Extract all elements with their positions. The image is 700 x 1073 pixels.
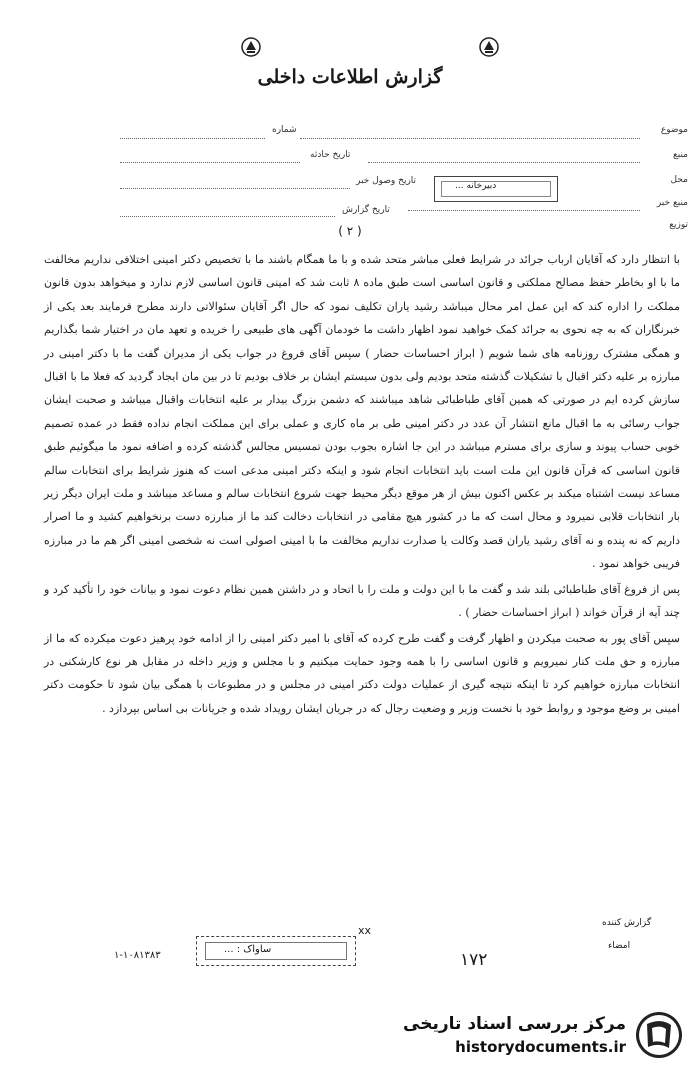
archive-number: ۱-۱۰۸۱۳۸۳ xyxy=(114,950,161,961)
signature-label: گزارش کننده xyxy=(602,918,652,928)
bottom-stamp xyxy=(196,936,356,966)
archive-logo-icon xyxy=(634,1010,684,1060)
field-line xyxy=(300,138,640,139)
margin-mark: xx xyxy=(358,924,372,937)
page-marker: ( ۲ ) xyxy=(338,224,362,238)
bottom-stamp-text: ساواک : ... xyxy=(224,944,272,955)
emblem-icon xyxy=(240,36,262,58)
field-line xyxy=(368,162,640,163)
field-line xyxy=(120,188,350,189)
field-report-date: تاریخ گزارش xyxy=(342,205,390,215)
field-line xyxy=(408,210,640,211)
field-receive-date: تاریخ وصول خبر xyxy=(356,176,417,186)
paragraph: پس از فروغ آقای طباطبائی بلند شد و گفت ما با این دولت و ملت را با اتحاد و در داشتن همین نظام دعوت نمود و بیانات خود را تأکید کرد و چند آیه از قرآن خواند ( ابراز احساسات حضار ) . xyxy=(44,582,680,620)
watermark-name: مرکز بررسی اسناد تاریخی xyxy=(403,1014,626,1034)
signature-sub: امضاء xyxy=(608,941,631,951)
field-distribution: توزیع xyxy=(669,220,688,230)
watermark-url: historydocuments.ir xyxy=(455,1038,626,1056)
field-event-date: تاریخ حادثه xyxy=(310,150,351,160)
paragraph: سپس آقای پور به صحبت میکردن و اظهار گرفت و گفت طرح کرده که آقای با امیر دکتر امینی را از ادامه خود پرهیز دعوت میکرده که ما از مبارزه و حق ملت کنار نمیرویم و قانون اساسی را با همه وجود حمایت میکنیم و با مجلس و وزیر داخله در مقابل هر نوع کارشکنی در انتخابات مبارزه خواهیم کرد تا اینکه نتیجه گیری از عملیات دولت دکتر امینی در مجلس و در مطبوعات با همگی بیان شود تا حکومت دکتر امینی بر وضع موجود و روابط خود با نخست وزیر و وضعیت رجال که در جریان ایشان رویداد شده و جریانات بی اساس بپردازد . xyxy=(44,631,680,715)
field-source: منبع خبر xyxy=(656,198,688,208)
registry-stamp-text: دبیرخانه ... xyxy=(455,181,497,191)
emblem-icon xyxy=(478,36,500,58)
field-subject: موضوع xyxy=(660,125,688,135)
paragraph: با انتظار دارد که آقایان ارباب جرائد در شرایط فعلی مباشر متحد شده و با ما همگام باشند ما با تخصیص دکتر امینی اختلافی نداریم مخالفت ما با او بخاطر حفظ مصالح مملکتی و قانون اساسی است طبق ماده ۸ ثابت شد که امینی قانون اساسی لازم ندارد و میخواهد بدون قانون مملکت را اداره کند که این عمل امر محال میباشد رشید یاران تکلیف نمود که حال اگر آقایان سئوالاتی دارند مطرح فرمایند بعد یکی از خبرنگاران که به چه نحوی به جرائد کمک خواهید نمود اظهار داشت ما خودمان آگهی های طبیعی را خریده و تعهد مان در اختیار شما بگذاریم و همگی مشترک روزنامه های شما شویم ( ابراز احساسات حضار ) سپس آقای فروغ در جواب یکی از مدیران گفت ما با دکتر امینی در مبارزه بر علیه دکتر اقبال با تشکیلات گذشته متحد بودیم ولی بدون سیستم ایشان بر خلاف بودیم تا در بین مان ایجاد گردید که فعلا ما با اقبال سازش کرده ایم در صورتی که همین آقای طباطبائی شاهد میباشند که دشمن بزرگ بیدار بر علیه انتخابات واقبال میباشد و صحبت ایشان جواب رسائی به ما اقبال مانع انتشار آن عدد در دکتر امینی طی بر ماه کاری و عملی برای این مملکت انجام نداده فقط در عمده تصمیم خوبی حساب پیوند و سازی برای مسترم میباشد در این جا اشاره بجوب بودن تمسیس مجالس گذشته کرده و اضافه نمود ما میگوئیم طبق قانون اساسی که قرآن قانون این ملت است باید انتخابات انجام شود و اینکه دکتر امینی مدعی است که هنوز شرایط برای انتخابات سالم مساعد نیست اشتباه میکند بر عکس اکنون بیش از هر موقع دیگر محیط جهت شروع انتخابات سالم و مساعد میباشد و ملت ایران دیگر زیر بار انتخابات قلابی نمیرود و محال است که ما در کشور هیچ مقامی در انتخابات دخالت کند ما از مبارزه دست برنخواهیم کشید و ما اصرار داریم که نه پنده و نه آقای رشید یاران قصد وکالت یا صدارت نداریم مخالفت ما با امینی اصولی است نه شخصی امینی اگر هم ما در مبارزه فریبی خواهد نمود . xyxy=(43,253,681,571)
report-body xyxy=(44,248,680,720)
handwritten-page-number: ۱۷۲ xyxy=(460,950,488,970)
field-report-place: محل xyxy=(670,175,688,185)
watermark xyxy=(374,1010,684,1062)
field-line xyxy=(120,162,300,163)
field-informant: منبع xyxy=(672,150,688,160)
field-line xyxy=(120,216,335,217)
document-title: گزارش اطلاعات داخلی xyxy=(257,66,443,88)
field-number: شماره xyxy=(272,125,297,135)
field-line xyxy=(120,138,265,139)
